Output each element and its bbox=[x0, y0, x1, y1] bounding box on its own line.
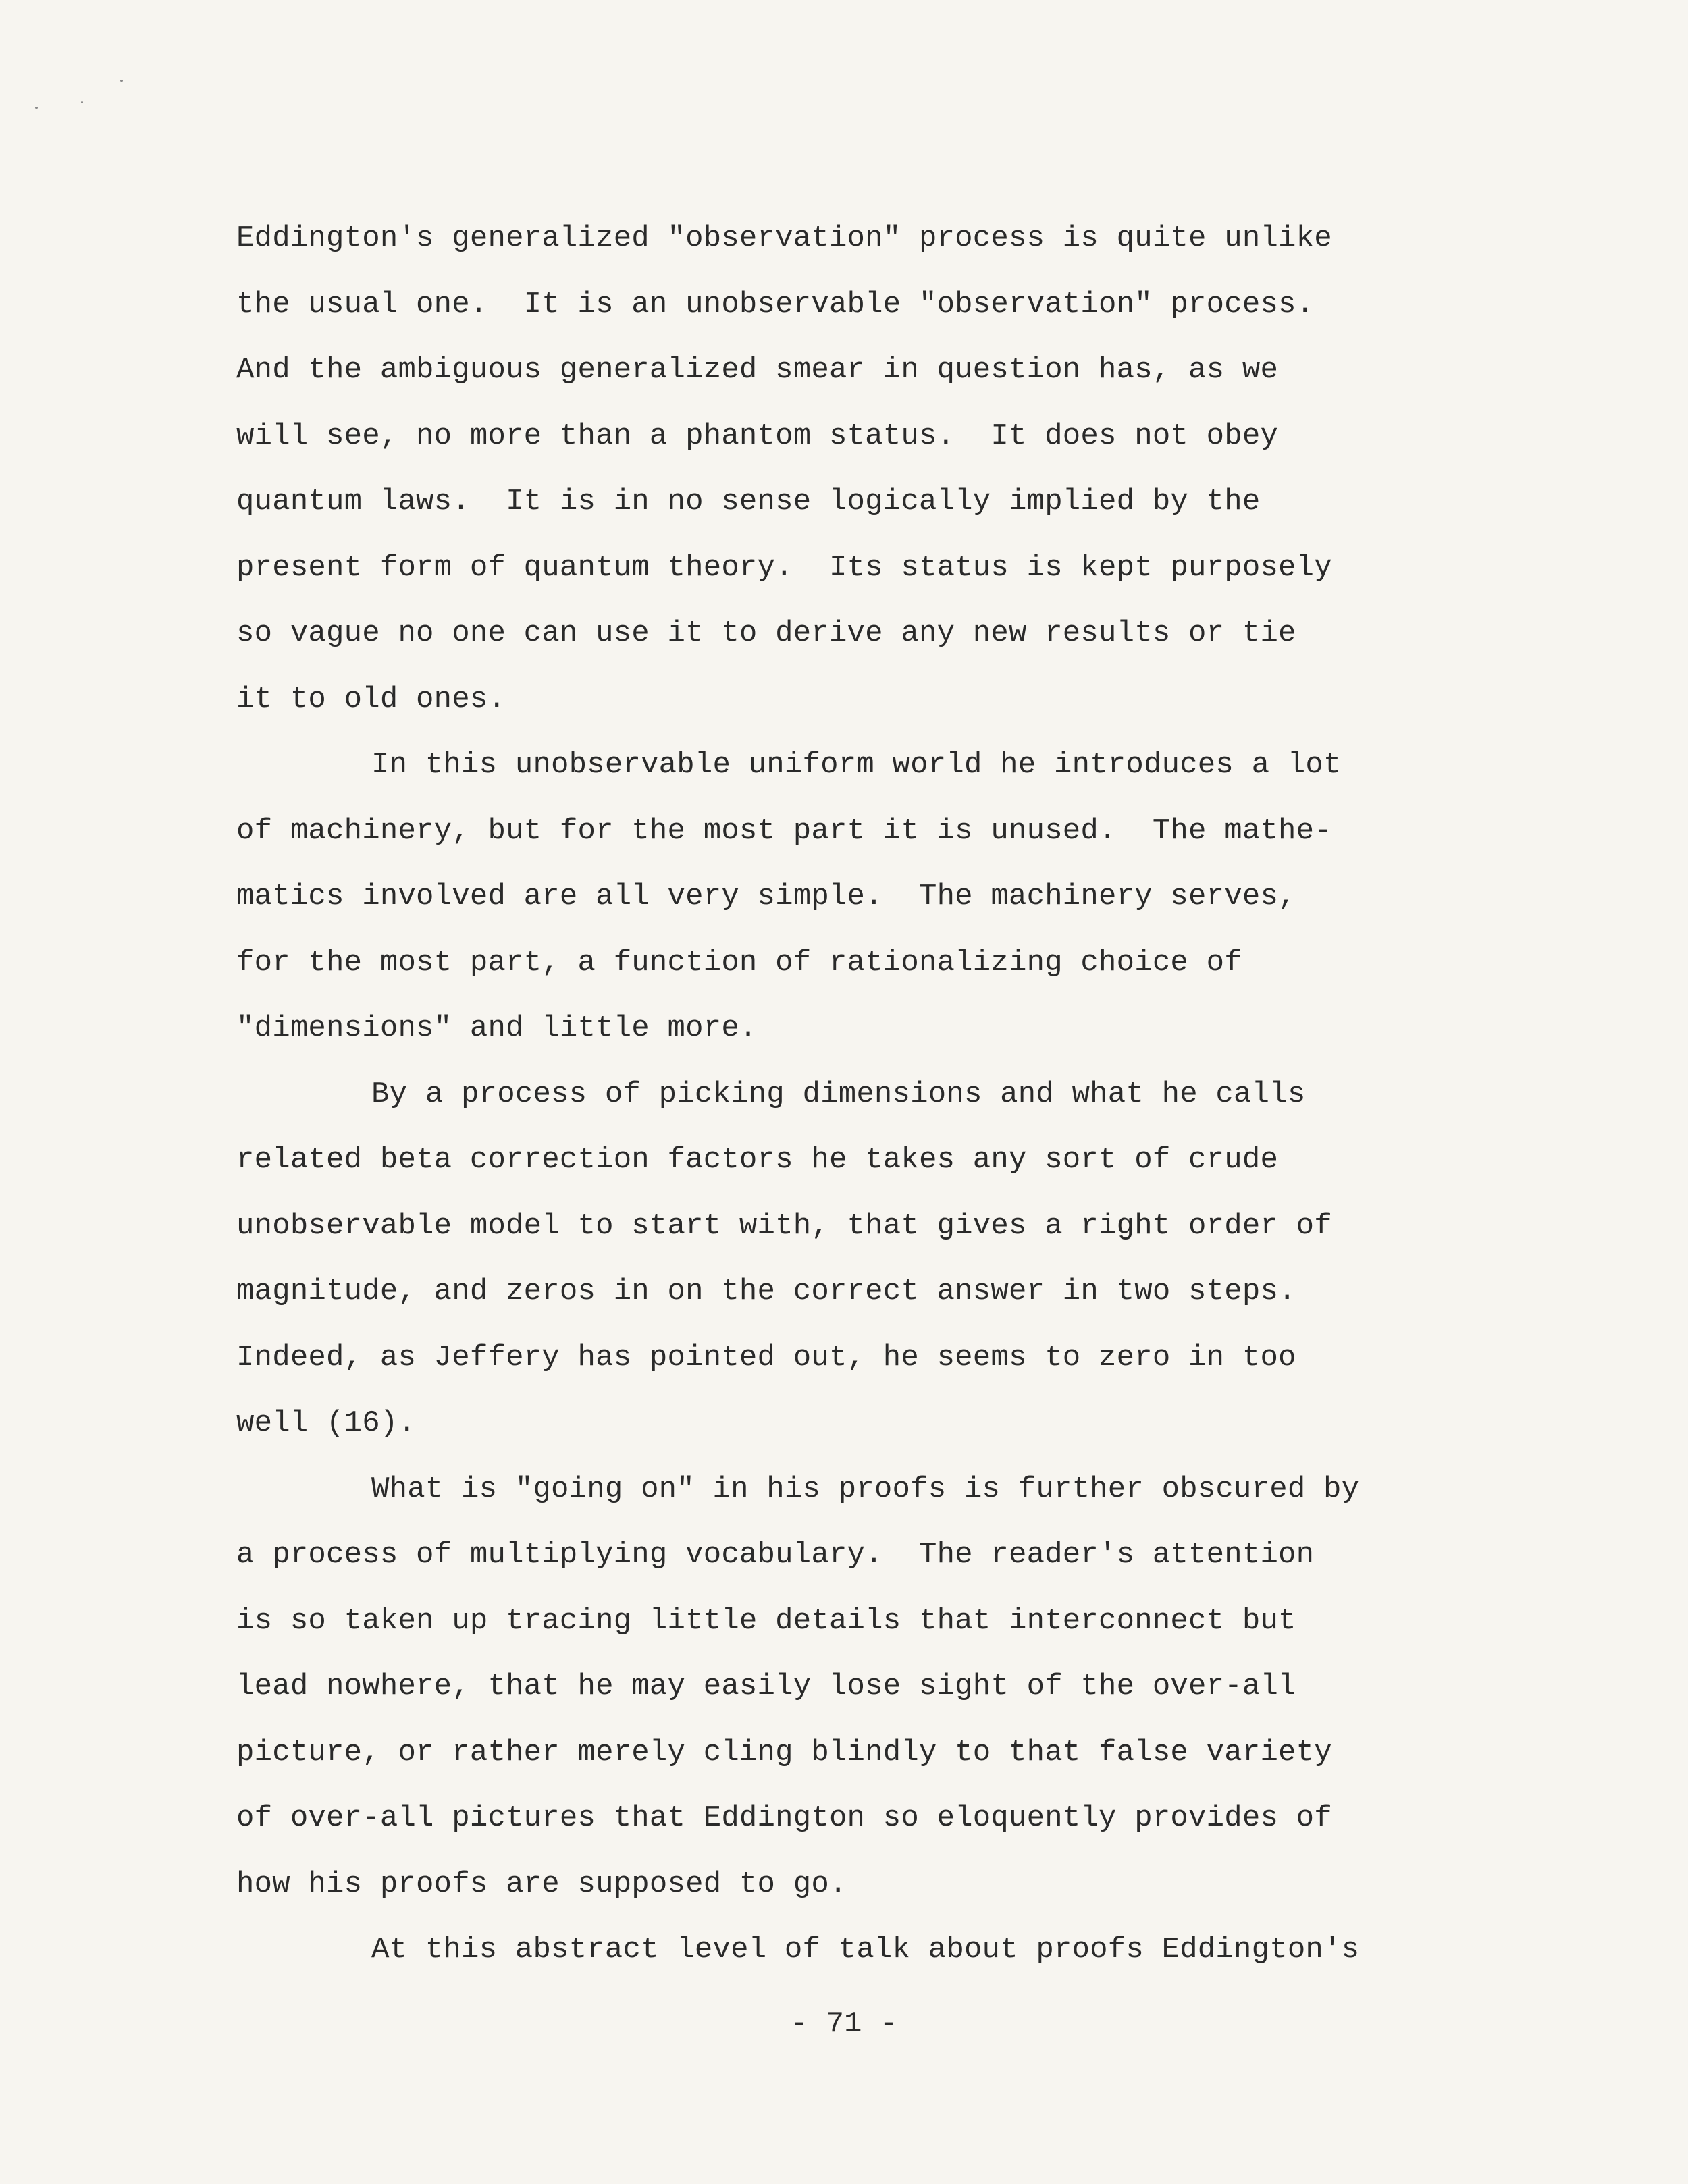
paper-speck bbox=[81, 101, 83, 103]
paragraph-start-line: In this unobservable uniform world he introduces a lot bbox=[371, 748, 1342, 782]
text-line: of over-all pictures that Eddington so eloquently provides of bbox=[236, 1801, 1332, 1835]
paper-speck bbox=[35, 107, 38, 109]
text-line: it to old ones. bbox=[236, 682, 506, 716]
text-line: And the ambiguous generalized smear in question has, as we bbox=[236, 353, 1279, 387]
text-line: will see, no more than a phantom status. It does not obey bbox=[236, 419, 1279, 453]
text-line: a process of multiplying vocabulary. The reader's attention bbox=[236, 1538, 1315, 1572]
body-text bbox=[236, 206, 1465, 1983]
page-number: - 71 - bbox=[790, 2007, 898, 2041]
text-line: lead nowhere, that he may easily lose sight of the over-all bbox=[236, 1670, 1296, 1703]
paragraph-start-line: By a process of picking dimensions and what he calls bbox=[371, 1077, 1306, 1111]
text-line: unobservable model to start with, that gives a right order of bbox=[236, 1208, 1332, 1243]
text-line: magnitude, and zeros in on the correct answer in two steps. bbox=[236, 1275, 1296, 1308]
text-line: how his proofs are supposed to go. bbox=[236, 1867, 847, 1901]
text-line: Indeed, as Jeffery has pointed out, he seems to zero in too bbox=[236, 1340, 1296, 1375]
text-line: the usual one. It is an unobservable "observation" process. bbox=[236, 287, 1315, 321]
text-line: related beta correction factors he takes any sort of crude bbox=[236, 1143, 1279, 1177]
text-line: picture, or rather merely cling blindly to that false variety bbox=[236, 1735, 1332, 1769]
paragraph-start-line: At this abstract level of talk about proofs Eddington's bbox=[371, 1933, 1360, 1967]
text-line: quantum laws. It is in no sense logically implied by the bbox=[236, 485, 1261, 518]
paper-speck bbox=[120, 80, 123, 82]
text-line: "dimensions" and little more. bbox=[236, 1011, 758, 1045]
text-line: present form of quantum theory. Its status is kept purposely bbox=[236, 550, 1332, 585]
text-line: so vague no one can use it to derive any new results or tie bbox=[236, 616, 1296, 650]
text-line: is so taken up tracing little details that interconnect but bbox=[236, 1603, 1296, 1638]
text-line: well (16). bbox=[236, 1406, 417, 1440]
text-line: for the most part, a function of rationalizing choice of bbox=[236, 945, 1242, 980]
paragraph-start-line: What is "going on" in his proofs is further obscured by bbox=[371, 1472, 1360, 1506]
text-line: matics involved are all very simple. The machinery serves, bbox=[236, 880, 1296, 913]
text-line: Eddington's generalized "observation" process is quite unlike bbox=[236, 221, 1332, 255]
text-line: of machinery, but for the most part it is unused. The mathe- bbox=[236, 814, 1332, 848]
